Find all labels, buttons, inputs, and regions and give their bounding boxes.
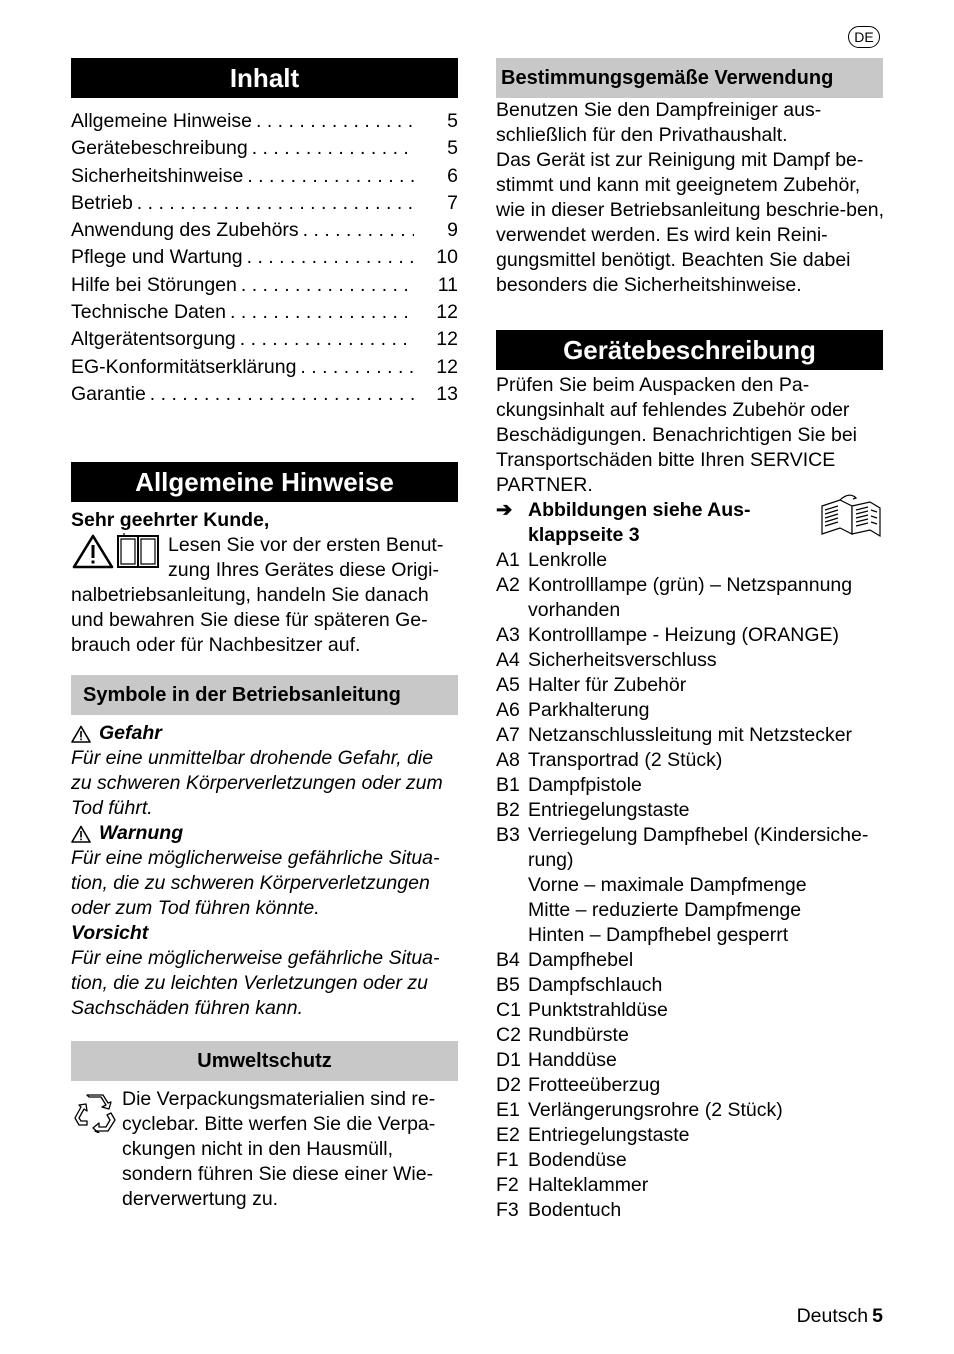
page-number: 5 bbox=[872, 1305, 883, 1327]
symbole-title: Symbole in der Betriebsanleitung bbox=[71, 675, 458, 715]
toc-entry[interactable]: Betrieb . . . 7 bbox=[71, 190, 458, 217]
foldout-page-icon bbox=[818, 494, 884, 540]
list-item: A8 Transportrad (2 Stück) bbox=[496, 749, 723, 771]
list-item: A5 Halter für Zubehör bbox=[496, 674, 687, 696]
toc-entry[interactable]: EG-Konformitätserklärung . . . 12 bbox=[71, 354, 458, 381]
manual-book-icon bbox=[118, 533, 158, 567]
geraet-intro: Prüfen Sie beim Auspacken den Pa-ckungsinhalt auf fehlendes Zubehör oder Beschädigungen. Benachrichtigen Sie bei Transportschäden bitte Ihren SERVICE PARTNER. bbox=[496, 374, 858, 496]
list-item: B2 Entriegelungstaste bbox=[496, 799, 690, 821]
right-column bbox=[496, 58, 888, 1223]
toc-entry[interactable]: Sicherheitshinweise . . . 6 bbox=[71, 163, 458, 190]
symbol-item-title: Warnung bbox=[71, 821, 458, 846]
list-item: E2 Entriegelungstaste bbox=[496, 1124, 690, 1146]
list-item: A1 Lenkrolle bbox=[496, 549, 608, 571]
symbol-item-text: Für eine möglicherweise gefährliche Situa-tion, die zu leichten Verletzungen oder zu Sachschäden führen kann. bbox=[71, 947, 440, 1020]
symbol-item-text: Für eine unmittelbar drohende Gefahr, die zu schweren Körperverletzungen oder zum Tod führt. bbox=[71, 747, 443, 820]
toc-entry[interactable]: Anwendung des Zubehörs . . . 9 bbox=[71, 217, 458, 244]
bestimmung-paragraph: Das Gerät ist zur Reinigung mit Dampf be-stimmt und kann mit geeignetem Zubehör, wie in dieser Betriebsanleitung beschrie-ben, verwendet werden. Es wird kein Reini-gungsmittel benötigt. Beachten Sie dabei besonders die Sicherheitshinweise. bbox=[496, 149, 885, 296]
table-of-contents bbox=[71, 108, 458, 408]
symbol-item-title: Gefahr bbox=[71, 721, 458, 746]
symbol-item-title: Vorsicht bbox=[71, 922, 149, 945]
allgemeine-title: Allgemeine Hinweise bbox=[71, 462, 458, 502]
list-item: F3 Bodentuch bbox=[496, 1199, 622, 1221]
list-item: E1 Verlängerungsrohre (2 Stück) bbox=[496, 1099, 783, 1121]
geraet-title: Gerätebeschreibung bbox=[496, 330, 883, 370]
list-item: D1 Handdüse bbox=[496, 1049, 617, 1071]
toc-entry[interactable]: Hilfe bei Störungen . . . 11 bbox=[71, 272, 458, 299]
list-item: B4 Dampfhebel bbox=[496, 949, 634, 971]
list-item: A3 Kontrolllampe - Heizung (ORANGE) bbox=[496, 624, 840, 646]
list-item: A7 Netzanschlussleitung mit Netzstecker bbox=[496, 724, 853, 746]
list-item: B3 Verriegelung Dampfhebel (Kindersiche-rung) bbox=[496, 824, 869, 871]
list-item: D2 Frotteeüberzug bbox=[496, 1074, 661, 1096]
toc-entry[interactable]: Allgemeine Hinweise . . . 5 bbox=[71, 108, 458, 135]
left-column bbox=[71, 58, 458, 1212]
list-item: C1 Punktstrahldüse bbox=[496, 999, 668, 1021]
umwelt-title: Umweltschutz bbox=[71, 1041, 458, 1081]
list-item: Mitte – reduzierte Dampfmenge bbox=[528, 899, 802, 921]
toc-title: Inhalt bbox=[71, 58, 458, 98]
warning-triangle-icon bbox=[71, 825, 91, 843]
intro-block: Lesen Sie vor der ersten Benut- zung Ihres Gerätes diese Origi- nalbetriebsanleitung, handeln Sie danach und bewahren Sie diese für späteren Ge-brauch oder für Nachbesitzer auf. bbox=[71, 534, 444, 657]
bestimmung-paragraph: Benutzen Sie den Dampfreiniger aus-schließlich für den Privathaushalt. bbox=[496, 99, 822, 146]
list-item: A2 Kontrolllampe (grün) – Netzspannung vorhanden bbox=[496, 574, 853, 621]
greeting: Sehr geehrter Kunde, bbox=[71, 509, 270, 532]
list-item: F1 Bodendüse bbox=[496, 1149, 627, 1171]
toc-entry[interactable]: Gerätebeschreibung . . . 5 bbox=[71, 135, 458, 162]
umwelt-block bbox=[71, 1087, 458, 1212]
list-item: B1 Dampfpistole bbox=[496, 774, 642, 796]
toc-entry[interactable]: Technische Daten . . . 12 bbox=[71, 299, 458, 326]
list-item: F2 Halteklammer bbox=[496, 1174, 649, 1196]
symbol-list bbox=[71, 721, 458, 1021]
list-item: Hinten – Dampfhebel gesperrt bbox=[528, 924, 789, 946]
arrow-icon: ➔ bbox=[496, 499, 513, 521]
list-item: A6 Parkhalterung bbox=[496, 699, 650, 721]
warning-triangle-icon bbox=[71, 725, 91, 743]
toc-entry[interactable]: Pflege und Wartung . . . 10 bbox=[71, 244, 458, 271]
language-badge: DE bbox=[848, 26, 880, 48]
bestimmung-title: Bestimmungsgemäße Verwendung bbox=[496, 58, 883, 98]
list-item: B5 Dampfschlauch bbox=[496, 974, 663, 996]
symbol-item-text: Für eine möglicherweise gefährliche Situa-tion, die zu schweren Körperverletzungen oder zum Tod führen könnte. bbox=[71, 847, 440, 920]
figure-reference: ➔ Abbildungen siehe Aus- klappseite 3 bbox=[496, 498, 888, 548]
list-item: C2 Rundbürste bbox=[496, 1024, 629, 1046]
recycle-icon bbox=[73, 1093, 117, 1133]
list-item: A4 Sicherheitsverschluss bbox=[496, 649, 717, 671]
page-footer bbox=[797, 1304, 883, 1329]
component-list bbox=[496, 548, 888, 1223]
umwelt-text: Die Verpackungsmaterialien sind re-cyclebar. Bitte werfen Sie die Verpa-ckungen nicht in den Hausmüll, sondern führen Sie diese einer Wie-derverwertung zu. bbox=[122, 1088, 436, 1211]
list-item: Vorne – maximale Dampfmenge bbox=[528, 874, 807, 896]
footer-language: Deutsch bbox=[796, 1305, 869, 1327]
toc-entry[interactable]: Garantie . . . 13 bbox=[71, 381, 458, 408]
toc-entry[interactable]: Altgerätentsorgung . . . 12 bbox=[71, 326, 458, 353]
warning-triangle-icon bbox=[71, 533, 161, 569]
